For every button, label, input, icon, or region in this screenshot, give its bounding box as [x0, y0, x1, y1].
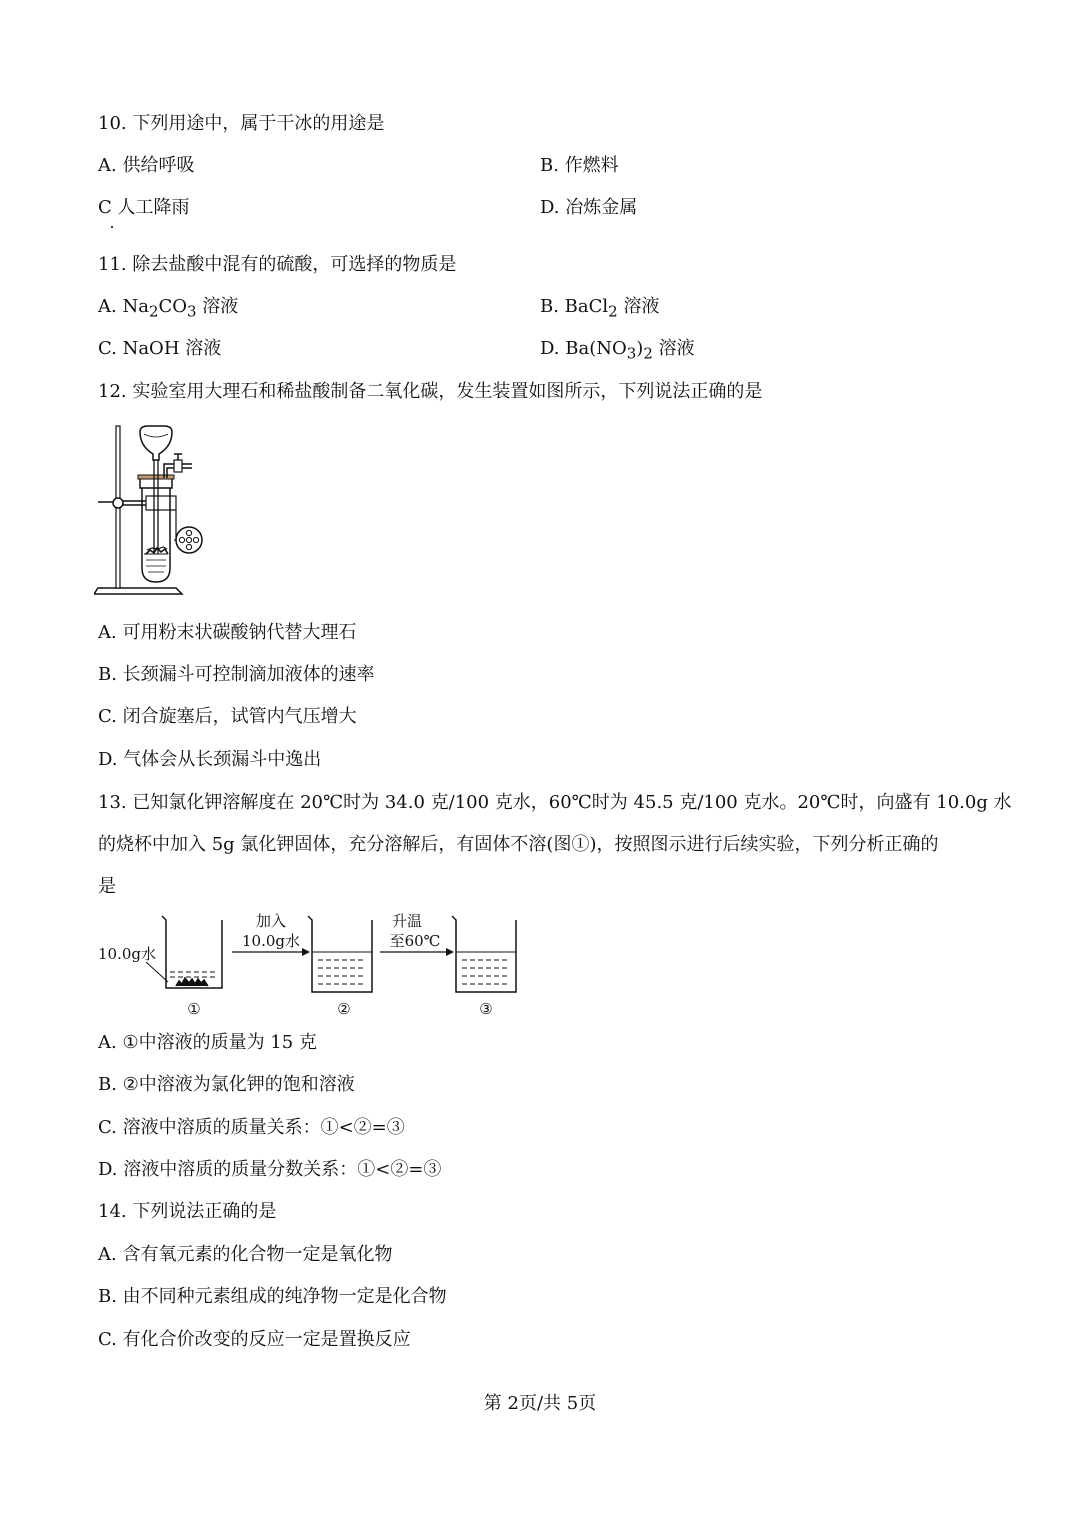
q13-stem-line-3: 是	[98, 876, 116, 897]
q13-stem-line-2: 的烧杯中加入 5g 氯化钾固体，充分溶解后，有固体不溶(图①)，按照图示进行后续实验，下列分析正确的	[98, 834, 939, 855]
q12-option-a: A. 可用粉末状碳酸钠代替大理石	[98, 622, 357, 643]
beaker-3	[452, 916, 516, 992]
undissolved-solid	[176, 978, 208, 986]
q11-d-mid: )	[636, 338, 644, 359]
q13-option-d: D. 溶液中溶质的质量分数关系：①<②=③	[98, 1159, 442, 1180]
q14-stem: 14. 下列说法正确的是	[98, 1201, 277, 1222]
q11-b-sub: 2	[608, 302, 618, 321]
q11-option-a	[98, 295, 238, 324]
stand-base	[94, 588, 182, 594]
q11-d-post: 溶液	[652, 338, 695, 359]
q11-stem: 11. 除去盐酸中混有的硫酸，可选择的物质是	[98, 254, 457, 275]
q12-option-b: B. 长颈漏斗可控制滴加液体的速率	[98, 664, 375, 685]
dissolution-drawing	[96, 906, 536, 1024]
step-1-bottom-label: 10.0g水	[241, 932, 301, 950]
q11-option-b	[540, 295, 659, 324]
stopcock	[174, 460, 182, 472]
q10-stem: 10. 下列用途中，属于干冰的用途是	[98, 113, 385, 134]
q13-option-b: B. ②中溶液为氯化钾的饱和溶液	[98, 1074, 355, 1095]
water-label: 10.0g水	[98, 945, 157, 963]
q10-option-c: C 人工降雨	[98, 197, 190, 218]
beaker-1	[162, 916, 222, 988]
q11-a-sub2: 3	[187, 302, 197, 321]
q12-option-c: C. 闭合旋塞后，试管内气压增大	[98, 706, 357, 727]
q13-stem-line-1: 13. 已知氯化钾溶解度在 20℃时为 34.0 克/100 克水，60℃时为 45.5 克/100 克水。20℃时，向盛有 10.0g 水	[98, 792, 1012, 813]
q10-option-b: B. 作燃料	[540, 155, 619, 176]
q13-option-c: C. 溶液中溶质的质量关系：①<②=③	[98, 1117, 405, 1138]
q13-option-a: A. ①中溶液的质量为 15 克	[98, 1032, 317, 1053]
q11-a-post: 溶液	[196, 296, 239, 317]
q11-d-sub1: 3	[626, 344, 637, 363]
beaker-2-label: ②	[337, 1000, 351, 1018]
q14-option-b: B. 由不同种元素组成的纯净物一定是化合物	[98, 1286, 447, 1307]
q12-option-d: D. 气体会从长颈漏斗中逸出	[98, 749, 322, 770]
beaker-3-label: ③	[479, 1000, 493, 1018]
q11-a-sub1: 2	[148, 302, 159, 321]
water-label-leader	[146, 962, 168, 982]
q14-option-a: A. 含有氧元素的化合物一定是氧化物	[98, 1244, 393, 1265]
q11-d-pre: D. Ba(NO	[540, 338, 627, 359]
q10-option-d: D. 冶炼金属	[540, 197, 638, 218]
q11-b-pre: B. BaCl	[540, 296, 609, 317]
co2-generator-apparatus	[94, 420, 214, 598]
q11-d-sub2: 2	[643, 344, 653, 363]
q11-a-pre: A. Na	[98, 296, 149, 317]
q14-option-c: C. 有化合价改变的反应一定是置换反应	[98, 1329, 411, 1350]
apparatus-drawing	[94, 420, 214, 598]
clamp-jaw	[146, 496, 176, 510]
clamp-boss	[113, 498, 123, 508]
q11-option-c: C. NaOH 溶液	[98, 338, 222, 359]
stray-dot	[111, 226, 113, 228]
dissolution-experiment-figure	[96, 906, 536, 1024]
step-2-bottom-label: 至60℃	[389, 932, 441, 950]
funnel-bulb	[140, 426, 172, 460]
step-1-top-label: 加入	[255, 912, 287, 930]
step-2-top-label: 升温	[391, 912, 423, 930]
beaker-2	[308, 916, 372, 992]
q11-b-post: 溶液	[617, 296, 660, 317]
q11-option-d	[540, 337, 695, 366]
q10-option-a: A. 供给呼吸	[98, 155, 195, 176]
q11-a-mid: CO	[158, 296, 188, 317]
beaker-1-label: ①	[187, 1000, 201, 1018]
q12-stem: 12. 实验室用大理石和稀盐酸制备二氧化碳，发生装置如图所示，下列说法正确的是	[98, 381, 763, 402]
page-number: 第 2页/共 5页	[483, 1393, 597, 1414]
